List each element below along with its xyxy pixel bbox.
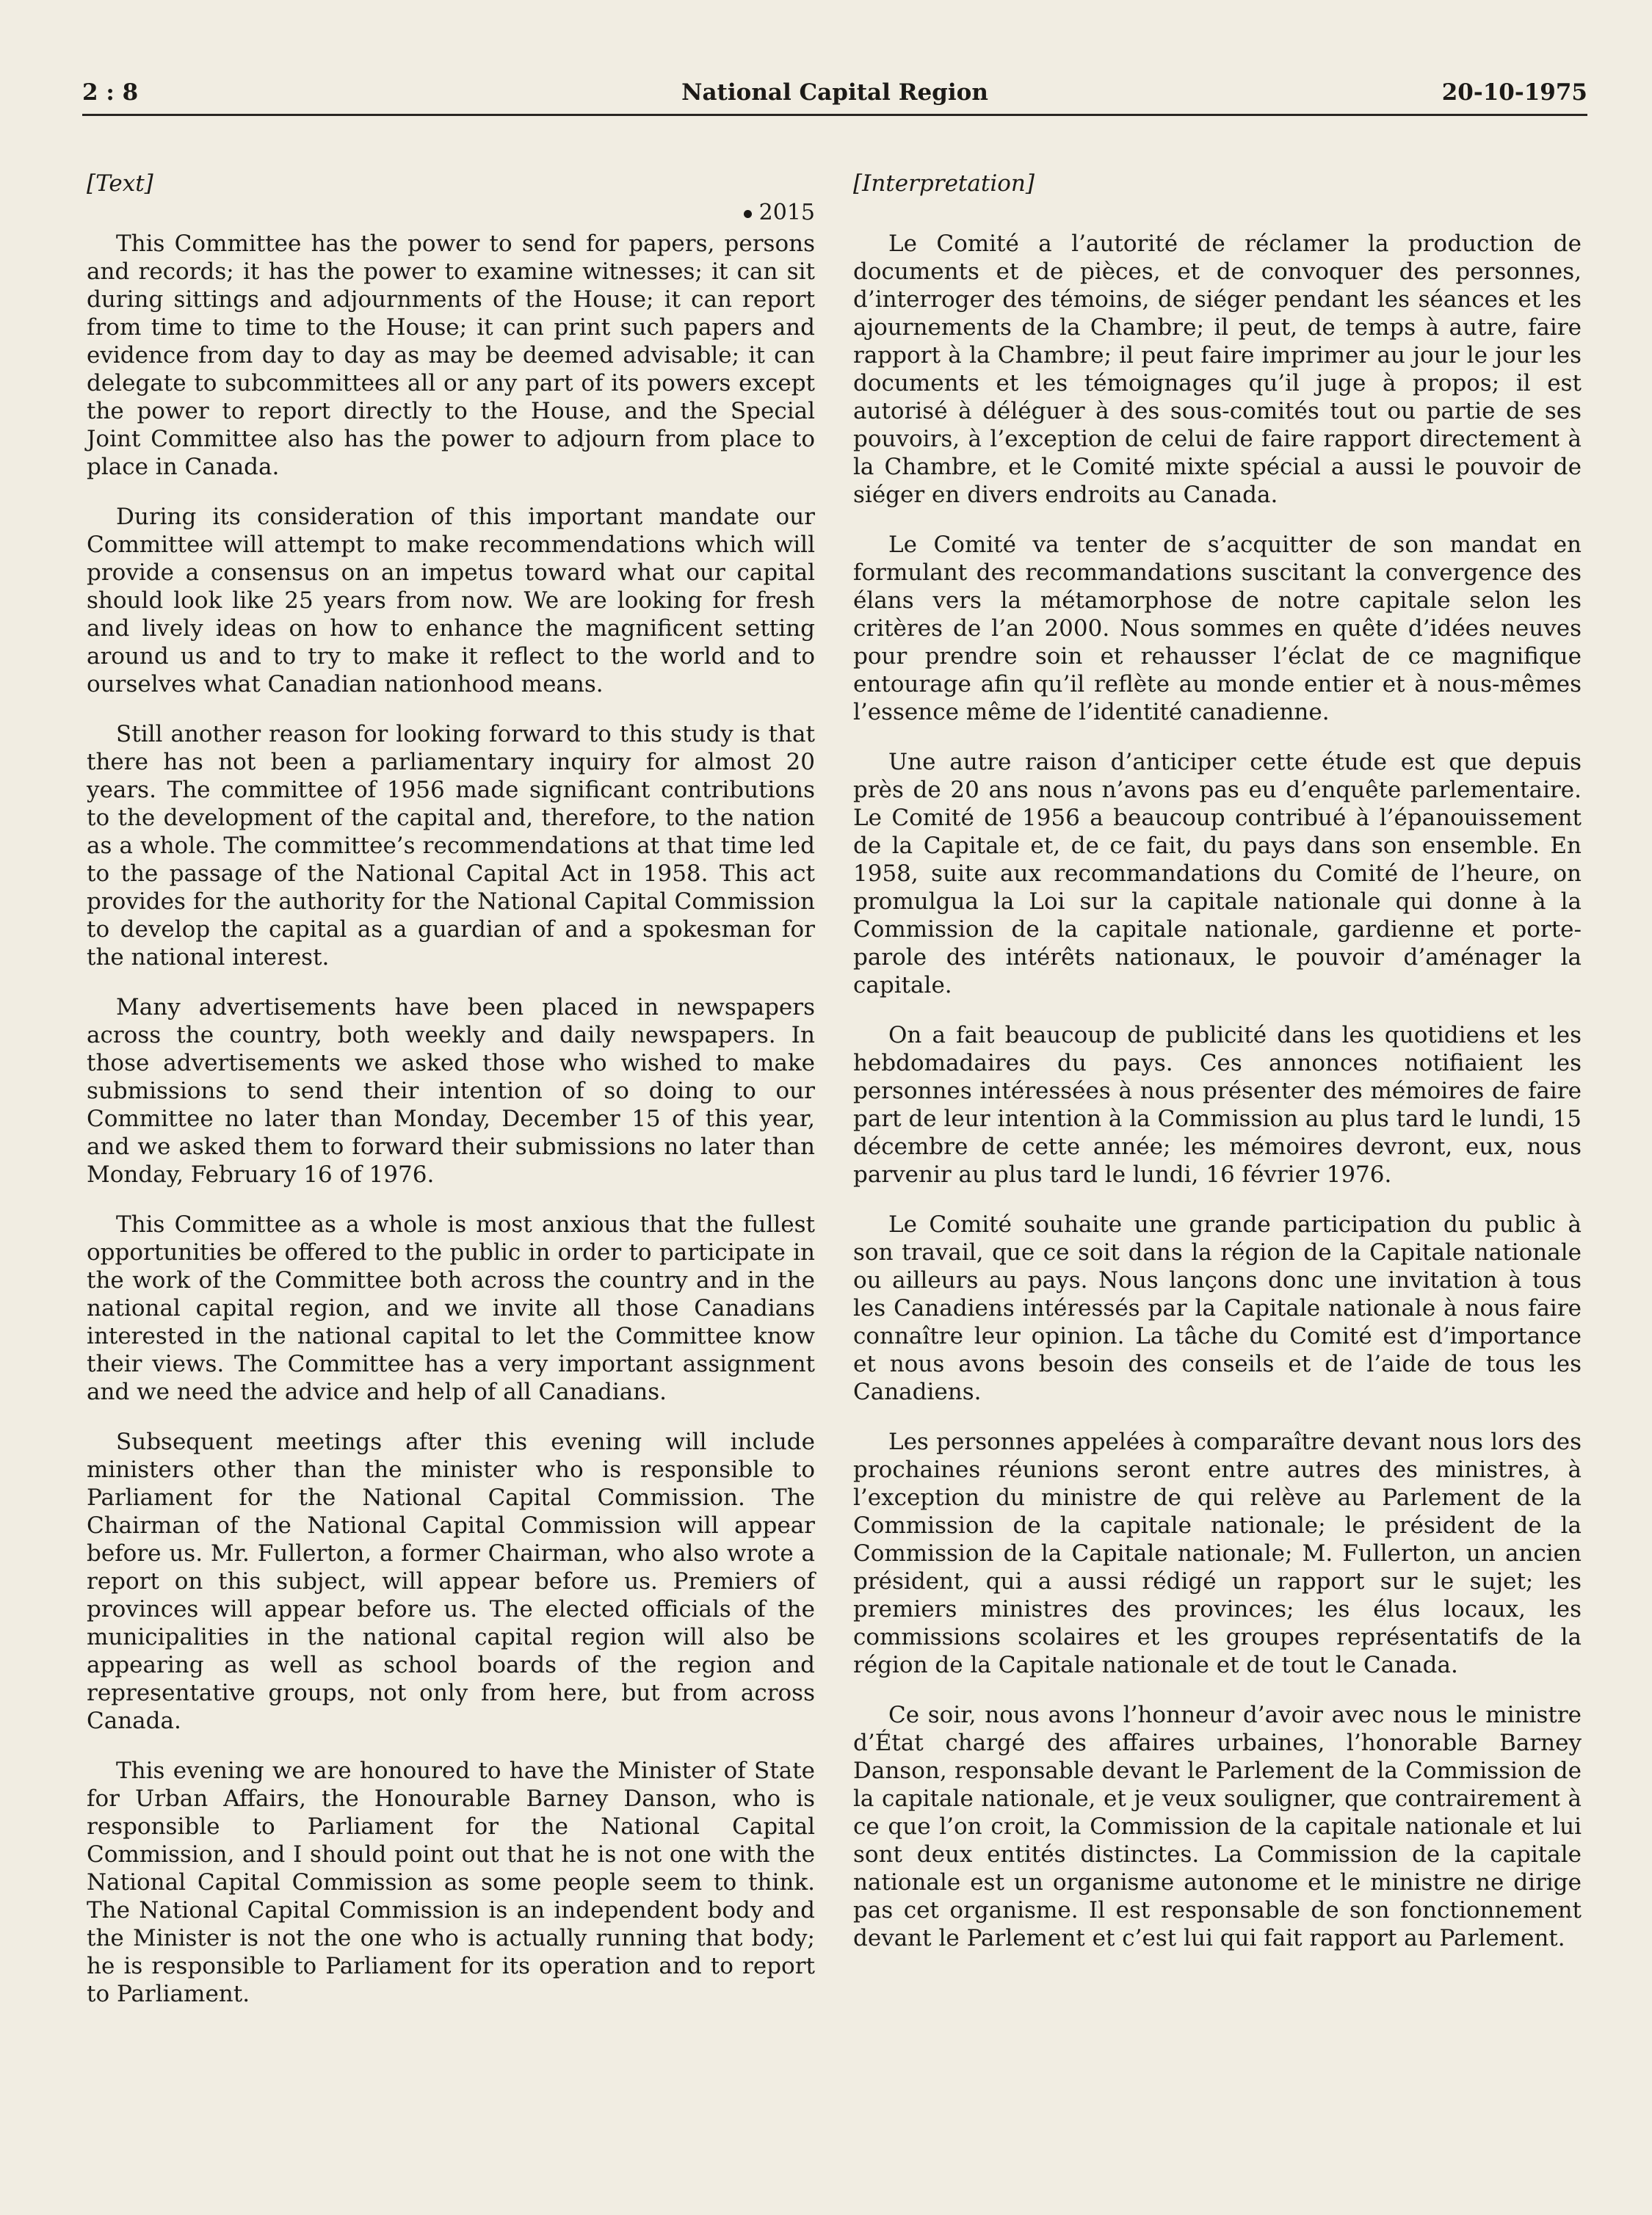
paragraph: Le Comité va tenter de s’acquitter de son mandat en formulant des recommandations suscitant la convergence des élans vers la métamorphose de notre capitale selon les critères de l’an 2000. Nous sommes en quête d’idées neuves pour prendre soin et rehausser l’éclat de ce magnifique entourage afin qu’il reflète au monde entier et à nous-mêmes l’essence même de l’identité canadienne. (853, 532, 1582, 725)
paragraph: During its consideration of this important mandate our Committee will attempt to make recommendations which will provide a consensus on an impetus toward what our capital should look like 25 years from now. We are looking for fresh and lively ideas on how to enhance the magnificent setting around us and to try to make it reflect to the world and to ourselves what Canadian nationhood means. (87, 504, 815, 697)
column-label-text: [Text] (87, 170, 153, 197)
column-label-interpretation: [Interpretation] (853, 170, 1035, 197)
paragraph: Une autre raison d’anticiper cette étude est que depuis près de 20 ans nous n’avons pas eu d’enquête parlementaire. Le Comité de 1956 a beaucoup contribué à l’épanouissement de la Capitale et, de ce fait, du pays dans son ensemble. En 1958, suite aux recommandations du Comité de l’heure, on promulgua la Loi sur la capitale nationale qui donne à la Commission de la capitale nationale, gardienne et porte-parole des intérêts nationaux, le pouvoir d’aménager la capitale. (853, 749, 1582, 998)
paragraph: Le Comité a l’autorité de réclamer la production de documents et de pièces, et de convoquer des personnes, d’interroger des témoins, de siéger pendant les séances et les ajournements de la Chambre; il peut, de temps à autre, faire rapport à la Chambre; il peut faire imprimer au jour le jour les documents et les témoignages qu’il juge à propos; il est autorisé à déléguer à des sous-comités tout ou partie de ses pouvoirs, à l’exception de celui de faire rapport directement à la Chambre, et le Comité mixte spécial a aussi le pouvoir de siéger en divers endroits au Canada. (853, 231, 1582, 508)
paragraph: Ce soir, nous avons l’honneur d’avoir avec nous le ministre d’État chargé des affaires urbaines, l’honorable Barney Danson, responsable devant le Parlement de la Commission de la capitale nationale, et je veux souligner, que contrairement à ce que l’on croit, la Commission de la capitale nationale et lui sont deux entités distinctes. La Commission de la capitale nationale est un organisme autonome et le ministre ne dirige pas cet organisme. Il est responsable de son fonctionnement devant le Parlement et c’est lui qui fait rapport au Parlement. (853, 1702, 1582, 1951)
paragraph: This Committee has the power to send for papers, persons and records; it has the power to examine witnesses; it can sit during sittings and adjournments of the House; it can report from time to time to the House; it can print such papers and evidence from day to day as may be deemed advisable; it can delegate to subcommittees all or any part of its powers except the power to report directly to the House, and the Special Joint Committee also has the power to adjourn from place to place in Canada. (87, 231, 815, 480)
paragraph: This evening we are honoured to have the Minister of State for Urban Affairs, the Honourable Barney Danson, who is responsible to Parliament for the National Capital Commission, and I should point out that he is not one with the National Capital Commission as some people seem to think. The National Capital Commission is an independent body and the Minister is not the one who is actually running that body; he is responsible to Parliament for its operation and to report to Parliament. (87, 1758, 815, 2007)
bullet-icon (744, 210, 752, 218)
time-marker (87, 200, 815, 225)
english-column (87, 170, 815, 2008)
paragraph: This Committee as a whole is most anxious that the fullest opportunities be offered to the public in order to participate in the work of the Committee both across the country and in the national capital region, and we invite all those Canadians interested in the national capital to let the Committee know their views. The Committee has a very important assignment and we need the advice and help of all Canadians. (87, 1211, 815, 1405)
time-marker-value: 2015 (758, 200, 815, 225)
paragraph: Les personnes appelées à comparaître devant nous lors des prochaines réunions seront entre autres des ministres, à l’exception du ministre de qui relève au Parlement de la Commission de la capitale nationale; le président de la Commission de la Capitale nationale; M. Fullerton, un ancien président, qui a aussi rédigé un rapport sur le sujet; les premiers ministres des provinces; les élus locaux, les commissions scolaires et les groupes représentatifs de la région de la Capitale nationale et de tout le Canada. (853, 1429, 1582, 1678)
marker-spacer (853, 200, 1582, 225)
paragraph: Many advertisements have been placed in newspapers across the country, both weekly and daily newspapers. In those advertisements we asked those who wished to make submissions to send their intention of so doing to our Committee no later than Monday, December 15 of this year, and we asked them to forward their submissions no later than Monday, February 16 of 1976. (87, 994, 815, 1188)
paragraph: On a fait beaucoup de publicité dans les quotidiens et les hebdomadaires du pays. Ces annonces notifiaient les personnes intéressées à nous présenter des mémoires de faire part de leur intention à la Commission au plus tard le lundi, 15 décembre de cette année; les mémoires devront, eux, nous parvenir au plus tard le lundi, 16 février 1976. (853, 1022, 1582, 1188)
page-number: 2 : 8 (82, 79, 139, 106)
paragraph: Subsequent meetings after this evening will include ministers other than the minister who is responsible to Parliament for the National Capital Commission. The Chairman of the National Capital Commission will appear before us. Mr. Fullerton, a former Chairman, who also wrote a report on this subject, will appear before us. Premiers of provinces will appear before us. The elected officials of the municipalities in the national capital region will also be appearing as well as school boards of the region and representative groups, not only from here, but from across Canada. (87, 1429, 815, 1734)
header-date: 20-10-1975 (1441, 79, 1587, 106)
running-title: National Capital Region (681, 79, 988, 106)
header-rule (82, 114, 1587, 116)
paragraph: Still another reason for looking forward to this study is that there has not been a parliamentary inquiry for almost 20 years. The committee of 1956 made significant contributions to the development of the capital and, therefore, to the nation as a whole. The committee’s recommendations at that time led to the passage of the National Capital Act in 1958. This act provides for the authority for the National Capital Commission to develop the capital as a guardian of and a spokesman for the national interest. (87, 721, 815, 971)
page-header (82, 79, 1587, 123)
french-column (853, 170, 1582, 1952)
paragraph: Le Comité souhaite une grande participation du public à son travail, que ce soit dans la région de la Capitale nationale ou ailleurs au pays. Nous lançons donc une invitation à tous les Canadiens intéressés par la Capitale nationale à nous faire connaître leur opinion. La tâche du Comité est d’importance et nous avons besoin des conseils et de l’aide de tous les Canadiens. (853, 1211, 1582, 1405)
